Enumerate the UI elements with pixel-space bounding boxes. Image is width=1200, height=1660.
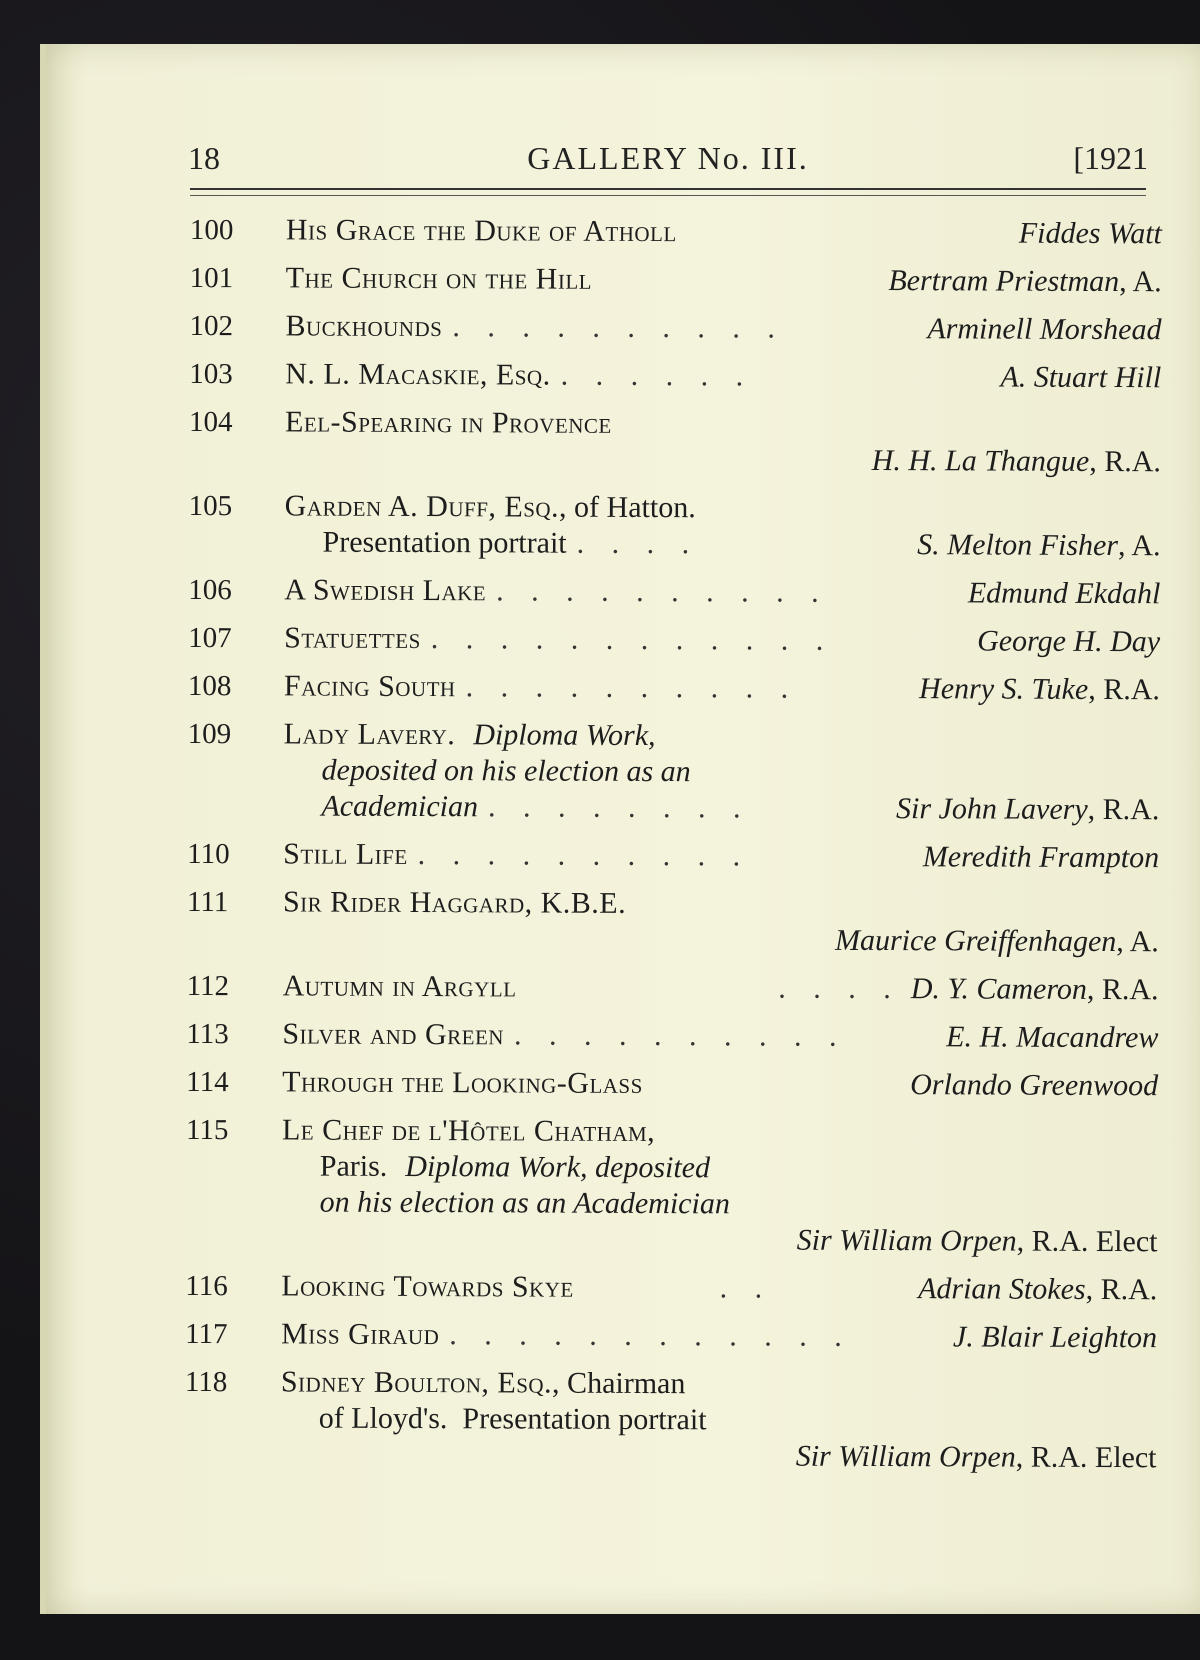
- catalogue-entry-109: [187, 716, 1159, 828]
- leader-dots: . . . . . . . . . .: [513, 1018, 847, 1053]
- entry-number: 117: [185, 1317, 228, 1351]
- leader-dots: . .: [719, 1271, 773, 1305]
- entry-number: 115: [185, 1113, 229, 1147]
- entry-artist: Meredith Frampton: [922, 840, 1160, 875]
- entry-title: Statuettes: [284, 621, 421, 656]
- leader-dots: . . . . . . . . . .: [496, 574, 829, 609]
- leader-dots: . . . . . . . .: [487, 790, 751, 825]
- entry-note-cont: deposited on his election as an: [321, 753, 691, 789]
- catalogue-entry-116: [185, 1268, 1157, 1308]
- entry-number: 111: [186, 885, 229, 919]
- catalogue-entry-102: [189, 308, 1161, 348]
- catalogue-entry-113: [186, 1016, 1158, 1056]
- entry-number: 100: [189, 213, 234, 247]
- entry-title: Miss Giraud: [281, 1317, 440, 1352]
- entry-number: 104: [189, 405, 233, 439]
- catalogue-entry-115: [185, 1112, 1158, 1260]
- entry-title: Silver and Green: [282, 1017, 505, 1052]
- catalogue-entry-117: [185, 1316, 1157, 1356]
- entry-title: Lady Lavery.: [283, 717, 456, 752]
- catalogue-entry-108: [188, 668, 1160, 708]
- entry-artist: Maurice Greiffenhagen, A.: [834, 923, 1159, 959]
- catalogue-entries: [184, 212, 1162, 1488]
- entry-title: A Swedish Lake: [284, 573, 487, 608]
- entry-number: 118: [184, 1365, 228, 1399]
- leader-dots: . . . . . . . . . . . .: [430, 622, 834, 657]
- entry-artist: J. Blair Leighton: [952, 1320, 1158, 1355]
- entry-note: Diploma Work,: [473, 718, 656, 753]
- entry-artist: Bertram Priestman, A.: [888, 264, 1162, 299]
- entry-title: Le Chef de l'Hôtel Chatham,: [281, 1113, 656, 1149]
- page-number: 18: [188, 140, 220, 176]
- entry-number: 110: [187, 837, 230, 871]
- entry-number: 114: [186, 1065, 229, 1099]
- entry-artist: A. Stuart Hill: [1000, 360, 1162, 395]
- entry-note: Diploma Work, deposited: [405, 1149, 711, 1185]
- entry-artist: S. Melton Fisher, A.: [917, 528, 1161, 563]
- entry-number: 107: [188, 621, 232, 655]
- entry-artist: E. H. Macandrew: [946, 1020, 1159, 1055]
- entry-title: Buckhounds: [285, 309, 443, 344]
- header-rule: [190, 188, 1146, 190]
- entry-title: Looking Towards Skye: [281, 1269, 574, 1304]
- entry-title: Autumn in Argyll: [282, 969, 517, 1004]
- header-rule-thin: [190, 195, 1146, 196]
- leader-dots: . . . .: [576, 526, 700, 561]
- leader-dots: . . . .: [778, 971, 901, 1006]
- entry-title: Sir Rider Haggard, K.B.E.: [282, 885, 627, 920]
- catalogue-entry-101: [190, 260, 1162, 300]
- entry-artist: Edmund Ekdahl: [967, 576, 1161, 611]
- catalogue-entry-110: [187, 836, 1159, 876]
- catalogue-entry-112: [187, 968, 1159, 1008]
- entry-artist: Arminell Morshead: [927, 312, 1162, 347]
- entry-number: 102: [189, 309, 234, 343]
- entry-description: Paris.: [319, 1149, 388, 1183]
- entry-title: Through the Looking-Glass: [282, 1065, 643, 1100]
- page-header: [188, 140, 1148, 184]
- entry-description: of Lloyd's. Presentation portrait: [318, 1401, 707, 1437]
- catalogue-entry-104: [189, 404, 1161, 480]
- entry-artist: Sir John Lavery, R.A.: [896, 792, 1160, 827]
- entry-artist: Sir William Orpen, R.A. Elect: [796, 1223, 1158, 1259]
- entry-number: 116: [185, 1269, 228, 1303]
- entry-title: The Church on the Hill: [285, 261, 593, 296]
- entry-number: 108: [187, 669, 232, 703]
- catalogue-entry-100: [190, 212, 1162, 252]
- leader-dots: . . . . . . . . . .: [465, 670, 799, 705]
- entry-artist: George H. Day: [977, 624, 1161, 659]
- catalogue-entry-106: [188, 572, 1160, 612]
- leader-dots: . . . . . . . . . .: [417, 837, 751, 873]
- entry-artist: D. Y. Cameron, R.A.: [910, 972, 1159, 1007]
- entry-title: His Grace the Duke of Atholl: [285, 213, 677, 249]
- catalogue-entry-118: [185, 1364, 1157, 1476]
- entry-note-cont: on his election as an Academician: [319, 1185, 730, 1221]
- catalogue-entry-114: [186, 1064, 1158, 1104]
- entry-number: 103: [189, 357, 233, 391]
- entry-note-cont: Academician: [321, 789, 479, 824]
- entry-number: 112: [186, 969, 230, 1003]
- entry-number: 106: [188, 573, 232, 607]
- entry-number: 101: [189, 261, 234, 295]
- entry-title: Garden A. Duff, Esq., of Hatton.: [284, 489, 696, 525]
- entry-number: 109: [187, 717, 232, 751]
- entry-description: Presentation portrait: [322, 525, 567, 560]
- entry-artist: H. H. La Thangue, R.A.: [871, 443, 1161, 479]
- entry-artist: Sir William Orpen, R.A. Elect: [795, 1439, 1157, 1475]
- leader-dots: . . . . . . . . . .: [452, 310, 785, 345]
- entry-artist: Orlando Greenwood: [910, 1068, 1159, 1103]
- entry-title: Eel-Spearing in Provence: [285, 405, 612, 440]
- entry-title: Sidney Boulton, Esq., Chairman: [280, 1365, 686, 1401]
- entry-artist: Fiddes Watt: [1018, 216, 1162, 251]
- catalogue-entry-105: [188, 488, 1160, 564]
- gallery-title: GALLERY No. III.: [527, 140, 809, 176]
- entry-artist: Henry S. Tuke, R.A.: [919, 672, 1160, 707]
- entry-title: Facing South: [283, 669, 456, 704]
- catalogue-entry-107: [188, 620, 1160, 660]
- entry-title: N. L. Macaskie, Esq.: [285, 357, 551, 392]
- leader-dots: . . . . . .: [560, 358, 754, 393]
- year-label: [1921: [1073, 140, 1148, 176]
- catalogue-entry-103: [189, 356, 1161, 396]
- catalogue-entry-111: [187, 884, 1159, 960]
- leader-dots: . . . . . . . . . . . .: [449, 1318, 852, 1353]
- entry-title: Still Life: [283, 837, 408, 871]
- entry-number: 113: [186, 1017, 229, 1051]
- entry-artist: Adrian Stokes, R.A.: [918, 1272, 1158, 1307]
- entry-number: 105: [188, 489, 233, 523]
